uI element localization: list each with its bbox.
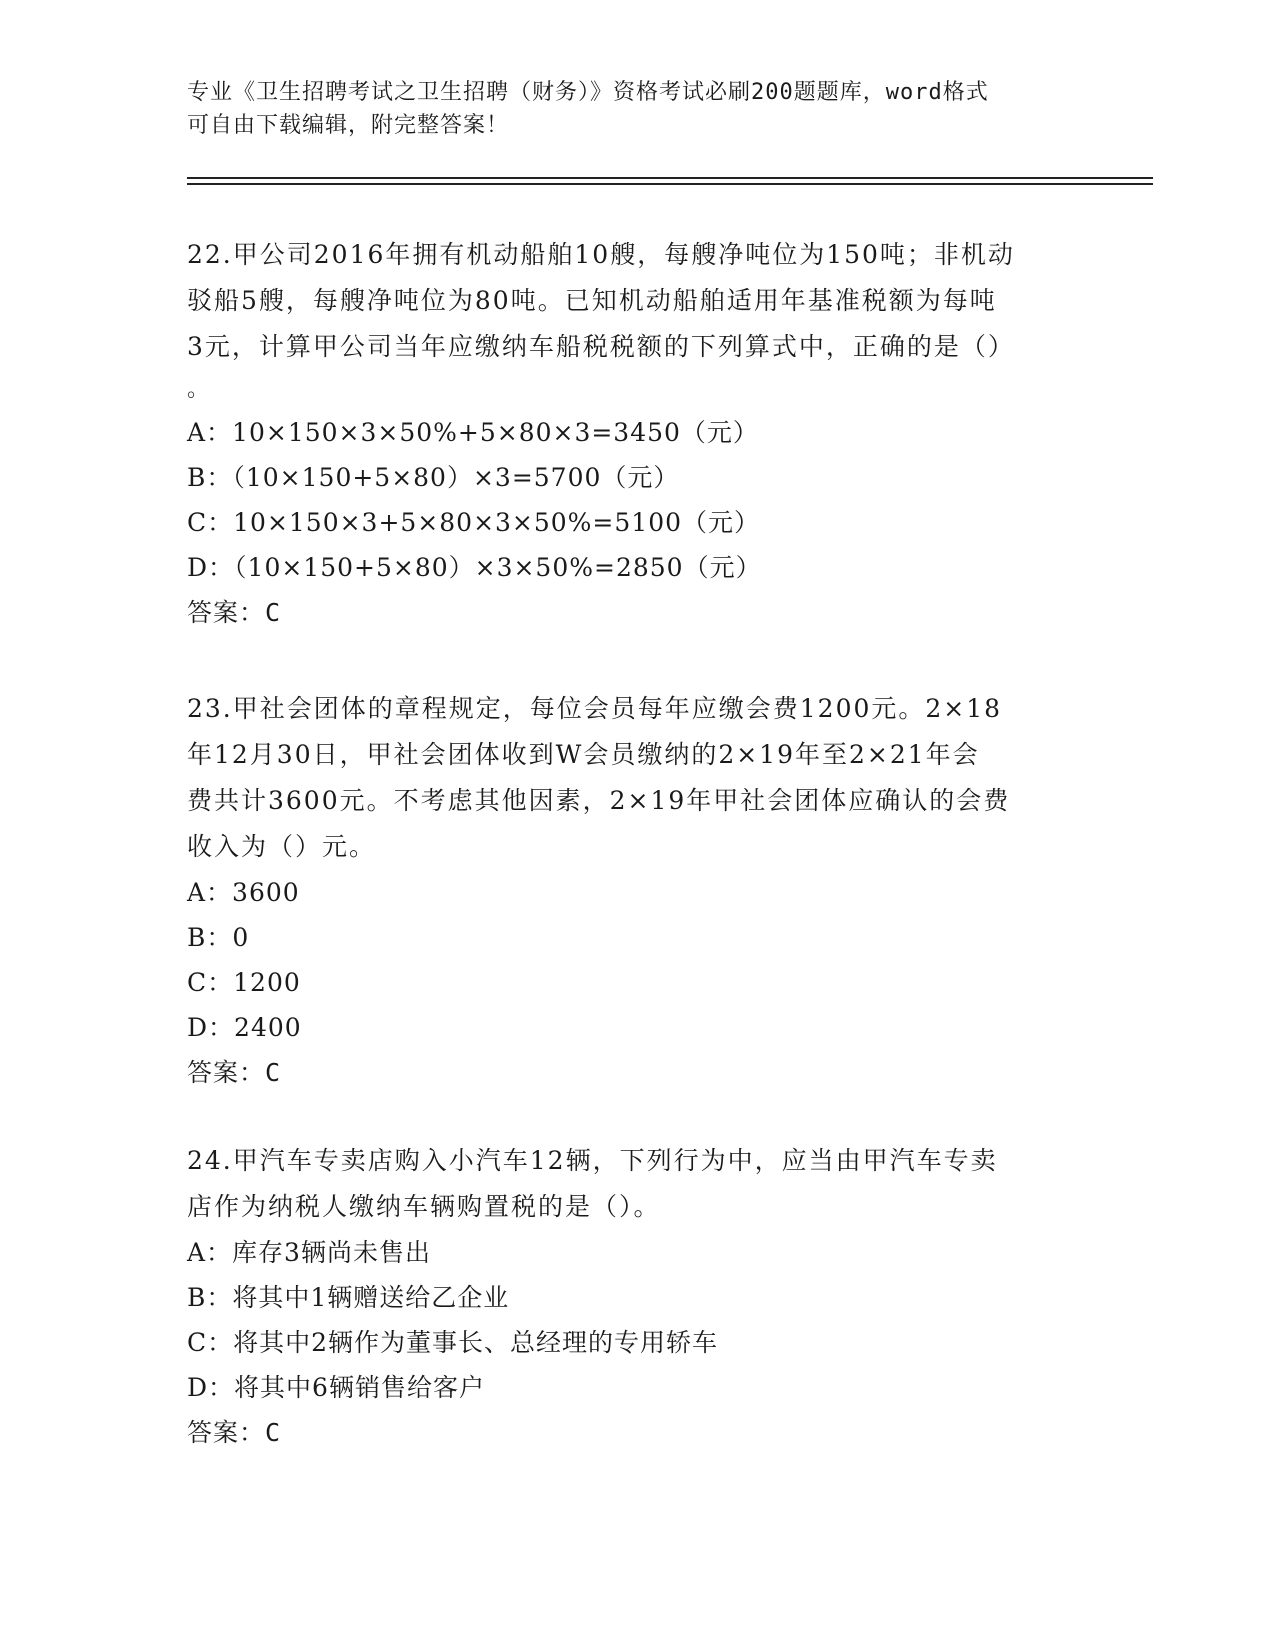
option-a: A：库存3辆尚未售出 [187,1238,431,1267]
stem-line: 22.甲公司2016年拥有机动船舶10艘，每艘净吨位为150吨；非机动 [187,240,1015,269]
stem-tail: 。 [187,377,212,402]
answer-label: 答案：C [187,598,282,627]
stem-line: 费共计3600元。不考虑其他因素，2×19年甲社会团体应确认的会费 [187,786,1011,815]
stem-line: 3元，计算甲公司当年应缴纳车船税税额的下列算式中，正确的是（） [187,332,1015,361]
option-a: A：3600 [187,878,300,907]
stem-line: 驳船5艘，每艘净吨位为80吨。已知机动船舶适用年基准税额为每吨 [187,286,997,315]
header-divider-top [187,177,1153,179]
question-23 [187,686,1087,1095]
header-line-2: 可自由下载编辑，附完整答案！ [187,113,510,138]
question-22 [187,232,1087,635]
stem-line: 收入为（）元。 [187,832,377,861]
option-d: D：（10×150+5×80）×3×50%=2850（元） [187,553,762,582]
option-c: C：10×150×3+5×80×3×50%=5100（元） [187,508,761,537]
stem-line: 店作为纳税人缴纳车辆购置税的是（）。 [187,1192,661,1221]
option-a: A：10×150×3×50%+5×80×3=3450（元） [187,418,759,447]
answer-label: 答案：C [187,1418,282,1447]
option-b: B：将其中1辆赠送给乙企业 [187,1283,510,1312]
option-c: C：将其中2辆作为董事长、总经理的专用轿车 [187,1328,719,1357]
option-d: D：将其中6辆销售给客户 [187,1373,485,1402]
stem-line: 24.甲汽车专卖店购入小汽车12辆，下列行为中，应当由甲汽车专卖 [187,1146,998,1175]
option-c: C：1200 [187,968,301,997]
option-b: B：（10×150+5×80）×3=5700（元） [187,463,680,492]
question-stem [187,686,1087,870]
question-24 [187,1138,1087,1455]
header-divider-bottom [187,183,1153,185]
stem-line: 年12月30日，甲社会团体收到W会员缴纳的2×19年至2×21年会 [187,740,980,769]
option-d: D：2400 [187,1013,302,1042]
question-stem [187,1138,1087,1230]
question-stem [187,232,1087,410]
option-b: B：0 [187,923,250,952]
document-header [187,76,1067,142]
answer-label: 答案：C [187,1058,282,1087]
header-line-1: 专业《卫生招聘考试之卫生招聘（财务）》资格考试必刷200题题库，word格式 [187,80,989,105]
stem-line: 23.甲社会团体的章程规定，每位会员每年应缴会费1200元。2×18 [187,694,1003,723]
